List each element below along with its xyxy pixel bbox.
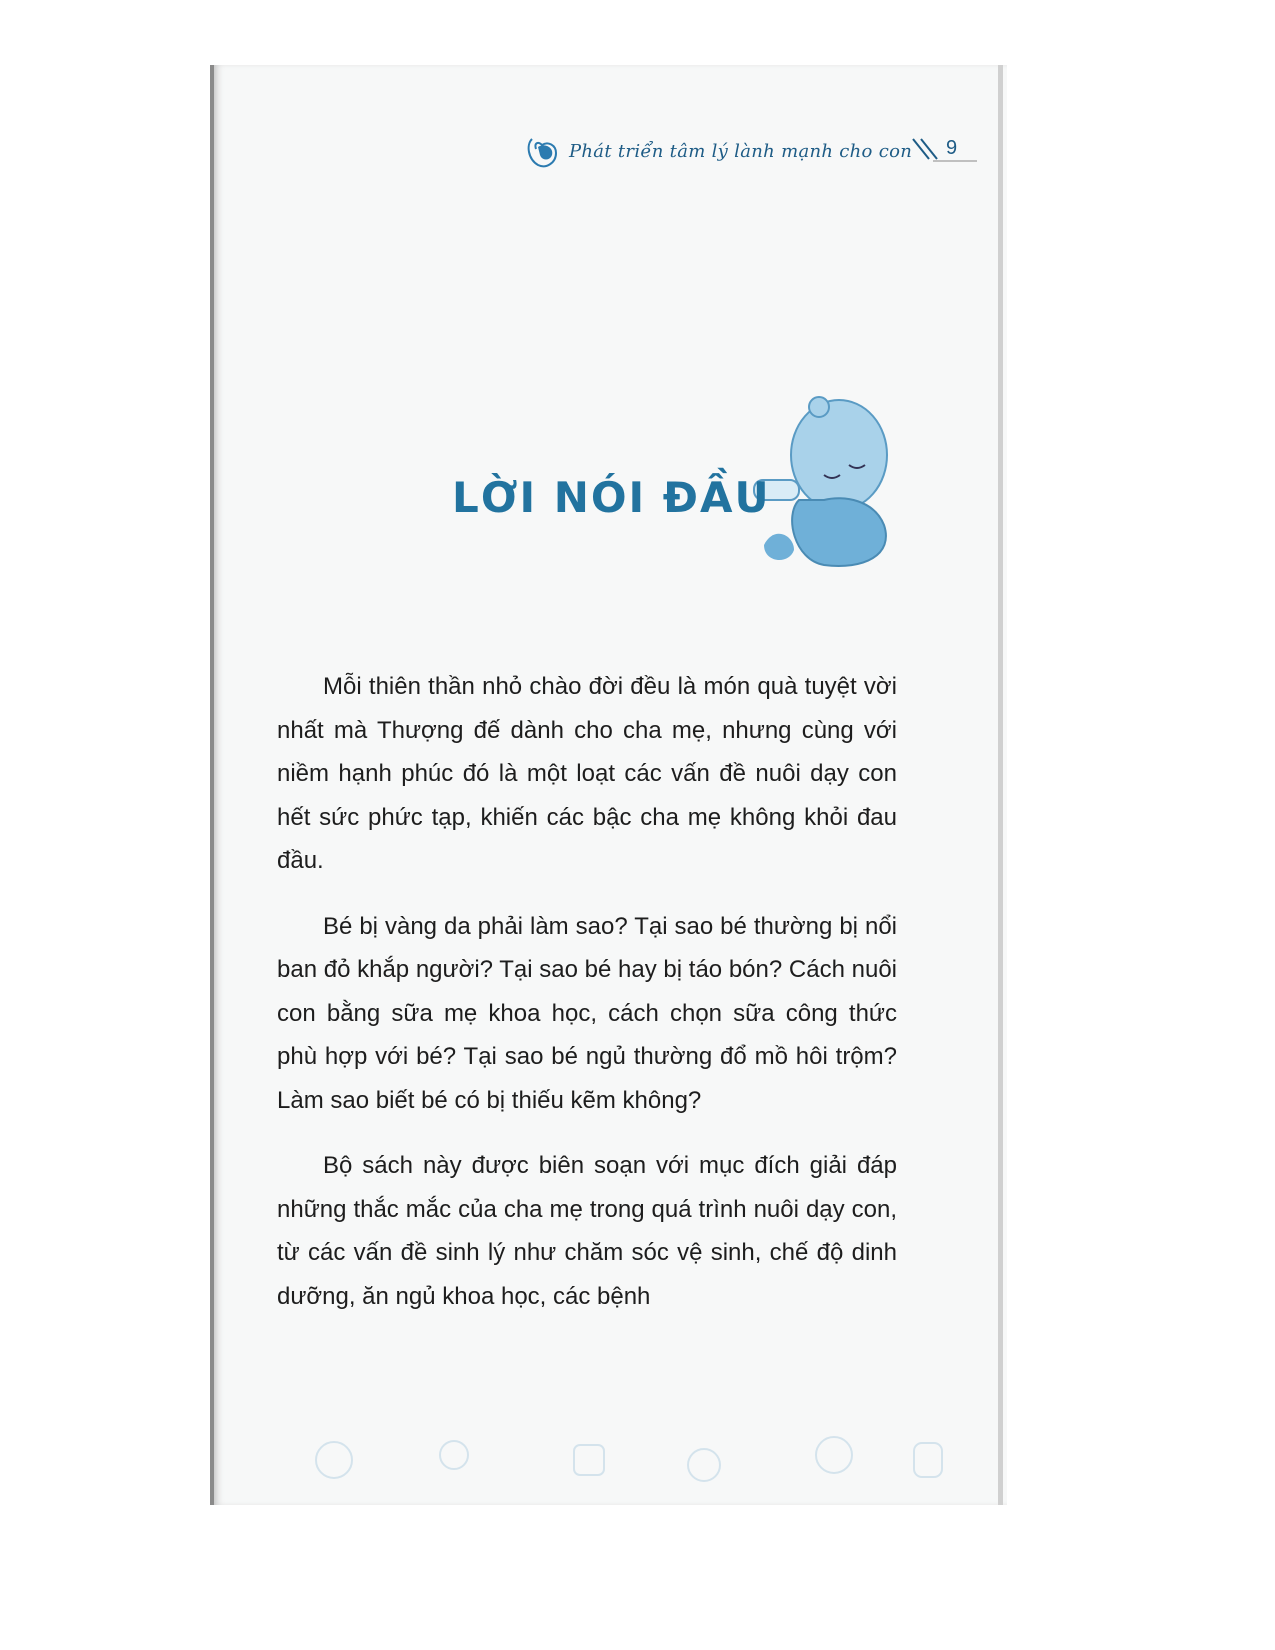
page-edge	[998, 65, 1003, 1505]
chapter-title: LỜI NÓI ĐẦU	[452, 473, 771, 522]
running-header	[524, 135, 984, 175]
mother-child-icon	[524, 135, 560, 169]
paragraph: Bé bị vàng da phải làm sao? Tại sao bé thường bị nổi ban đỏ khắp người? Tại sao bé hay bị táo bón? Cách nuôi con bằng sữa mẹ khoa học, cách chọn sữa công thức phù hợp với bé? Tại sao bé ngủ thường đổ mồ hôi trộm? Làm sao biết bé có bị thiếu kẽm không?	[277, 912, 897, 1114]
body-text	[277, 665, 897, 1340]
header-slash-decoration	[907, 135, 977, 167]
paragraph: Mỗi thiên thần nhỏ chào đời đều là món quà tuyệt vời nhất mà Thượng đế dành cho cha mẹ, nhưng cùng với niềm hạnh phúc đó là một loạt các vấn đề nuôi dạy con hết sức phức tạp, khiến các bậc cha mẹ không khỏi đau đầu.	[277, 673, 897, 874]
running-title: Phát triển tâm lý lành mạnh cho con	[569, 141, 913, 162]
page-number: 9	[946, 137, 958, 159]
book-page	[210, 65, 1007, 1505]
footer-decoration	[274, 1425, 974, 1495]
paragraph: Bộ sách này được biên soạn với mục đích giải đáp những thắc mắc của cha mẹ trong quá trình nuôi dạy con, từ các vấn đề sinh lý như chăm sóc vệ sinh, chế độ dinh dưỡng, ăn ngủ khoa học, các bệnh	[277, 1152, 897, 1310]
